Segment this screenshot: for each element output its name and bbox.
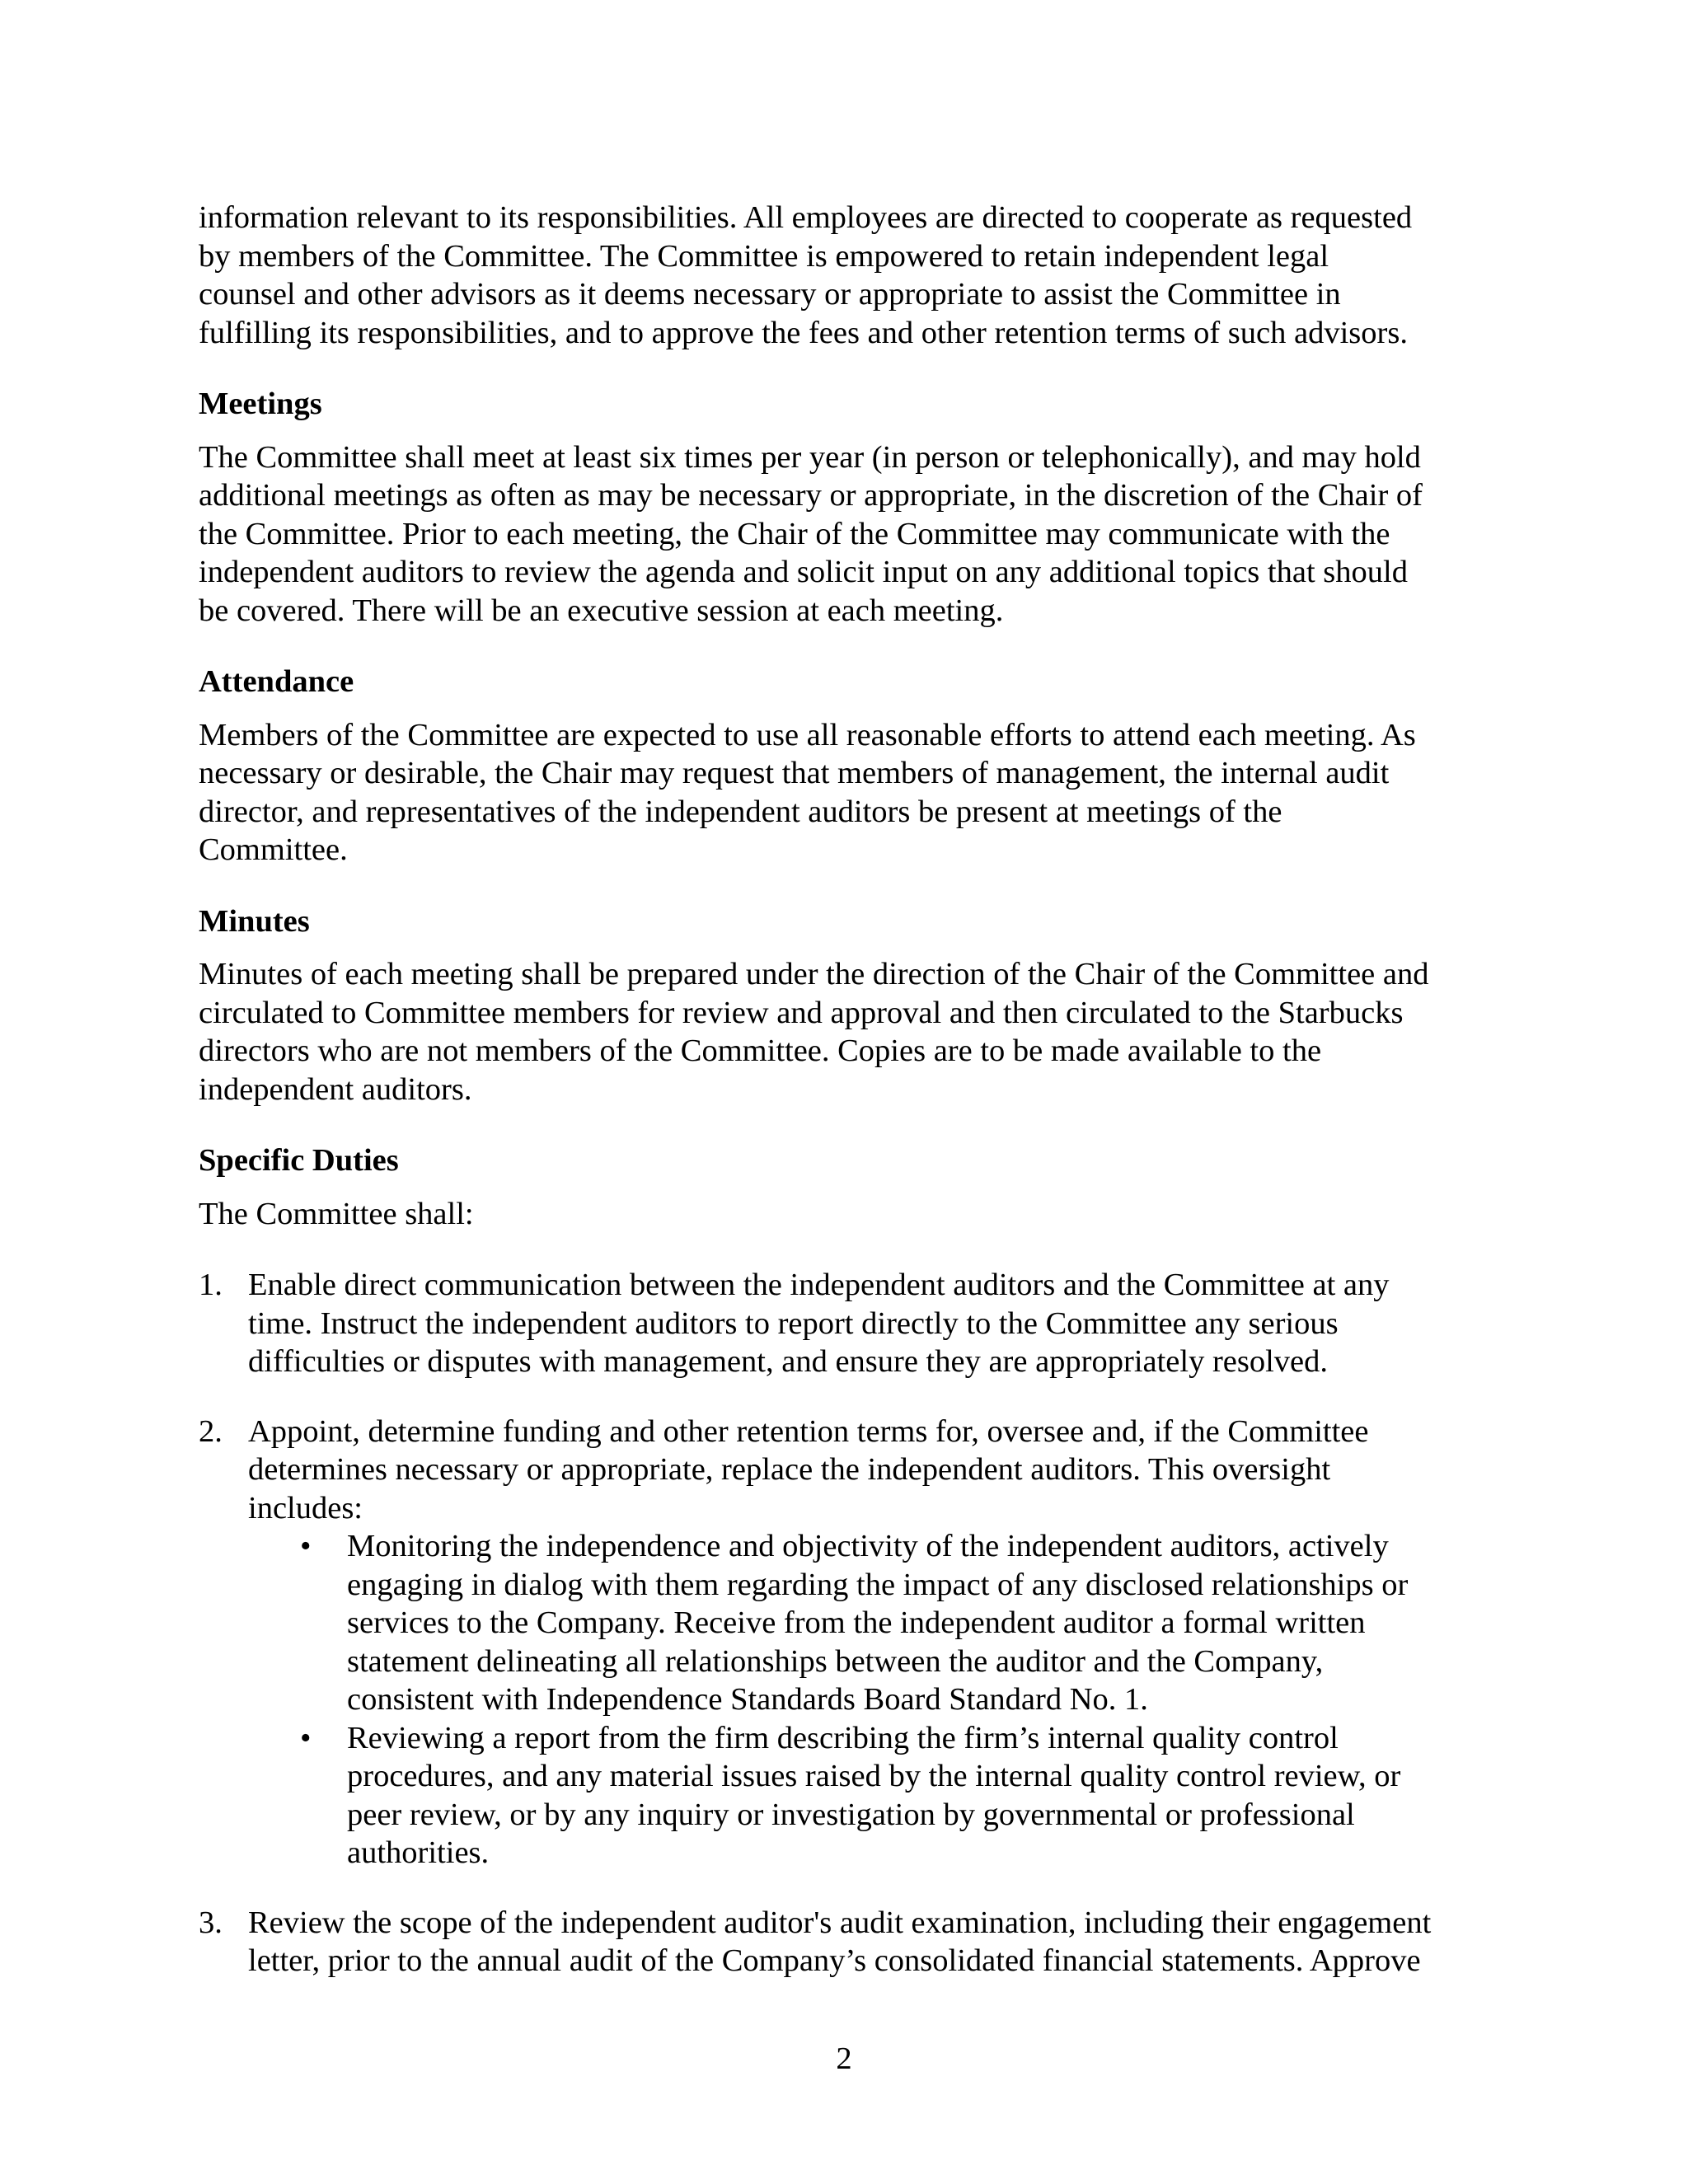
page-number: 2	[836, 2041, 852, 2076]
text-line: consistent with Independence Standards Board Standard No. 1.	[347, 1682, 1148, 1717]
list-number: 3.	[199, 1905, 223, 1940]
text-line: Enable direct communication between the independent auditors and the Committee at any	[248, 1268, 1390, 1302]
text-line: circulated to Committee members for review and approval and then circulated to the Starbucks	[199, 995, 1404, 1030]
text-line: letter, prior to the annual audit of the Company’s consolidated financial statements. Approve	[248, 1943, 1421, 1978]
section-heading-attendance: Attendance	[199, 664, 354, 699]
section-heading-meetings: Meetings	[199, 387, 322, 421]
text-line: by members of the Committee. The Committee is empowered to retain independent legal	[199, 238, 1329, 274]
meetings-paragraph	[199, 438, 1497, 630]
bullet-icon: •	[300, 1720, 312, 1755]
text-line: independent auditors.	[199, 1071, 472, 1107]
duties-intro: The Committee shall:	[199, 1196, 474, 1231]
text-line: director, and representatives of the independent auditors be present at meetings of the	[199, 794, 1282, 829]
list-number: 1.	[199, 1268, 223, 1302]
text-line: directors who are not members of the Committee. Copies are to be made available to the	[199, 1033, 1322, 1068]
text-line: Review the scope of the independent auditor's audit examination, including their engagement	[248, 1905, 1432, 1940]
text-line: statement delineating all relationships between the auditor and the Company,	[347, 1643, 1324, 1679]
duty-item-3	[199, 1904, 1497, 1980]
text-line: procedures, and any material issues raised by the internal quality control review, or	[347, 1759, 1401, 1793]
section-heading-minutes: Minutes	[199, 903, 310, 939]
text-line: engaging in dialog with them regarding the impact of any disclosed relationships or	[347, 1567, 1409, 1602]
text-line: services to the Company. Receive from the independent auditor a formal written	[347, 1605, 1366, 1640]
text-line: the Committee. Prior to each meeting, the Chair of the Committee may communicate with the	[199, 516, 1390, 551]
list-number: 2.	[199, 1413, 223, 1449]
text-line: The Committee shall meet at least six times per year (in person or telephonically), and may hold	[199, 439, 1421, 475]
text-line: independent auditors to review the agenda and solicit input on any additional topics that should	[199, 555, 1408, 589]
text-line: authorities.	[347, 1835, 490, 1870]
text-line: information relevant to its responsibilities. All employees are directed to cooperate as requested	[199, 200, 1413, 235]
intro-paragraph	[199, 199, 1497, 352]
oversight-bullet-2	[199, 1719, 1497, 1872]
document-page	[199, 199, 1497, 1980]
text-line: Monitoring the independence and objectivity of the independent auditors, actively	[347, 1529, 1389, 1563]
text-line: counsel and other advisors as it deems necessary or appropriate to assist the Committee in	[199, 277, 1341, 312]
text-line: additional meetings as often as may be necessary or appropriate, in the discretion of the Chair of	[199, 478, 1423, 513]
text-line: Minutes of each meeting shall be prepared under the direction of the Chair of the Committee and	[199, 957, 1429, 991]
duty-item-2	[199, 1413, 1497, 1528]
attendance-paragraph	[199, 716, 1497, 869]
text-line: peer review, or by any inquiry or investigation by governmental or professional	[347, 1797, 1355, 1832]
text-line: necessary or desirable, the Chair may request that members of management, the internal audit	[199, 756, 1390, 790]
text-line: determines necessary or appropriate, replace the independent auditors. This oversight	[248, 1452, 1331, 1487]
bullet-icon: •	[300, 1529, 312, 1563]
text-line: Members of the Committee are expected to use all reasonable efforts to attend each meeting. As	[199, 717, 1416, 752]
section-heading-specific-duties: Specific Duties	[199, 1143, 399, 1178]
minutes-paragraph	[199, 955, 1497, 1108]
text-line: time. Instruct the independent auditors to report directly to the Committee any serious	[248, 1305, 1339, 1341]
text-line: includes:	[248, 1490, 363, 1526]
text-line: Committee.	[199, 832, 348, 867]
text-line: fulfilling its responsibilities, and to approve the fees and other retention terms of such advisors.	[199, 315, 1408, 350]
duty-item-1	[199, 1266, 1497, 1381]
text-line: difficulties or disputes with management, and ensure they are appropriately resolved.	[248, 1344, 1329, 1379]
text-line: Appoint, determine funding and other retention terms for, oversee and, if the Committee	[248, 1413, 1369, 1449]
text-line: Reviewing a report from the firm describing the firm’s internal quality control	[347, 1720, 1339, 1755]
oversight-bullet-1	[199, 1527, 1497, 1719]
text-line: be covered. There will be an executive session at each meeting.	[199, 593, 1004, 628]
